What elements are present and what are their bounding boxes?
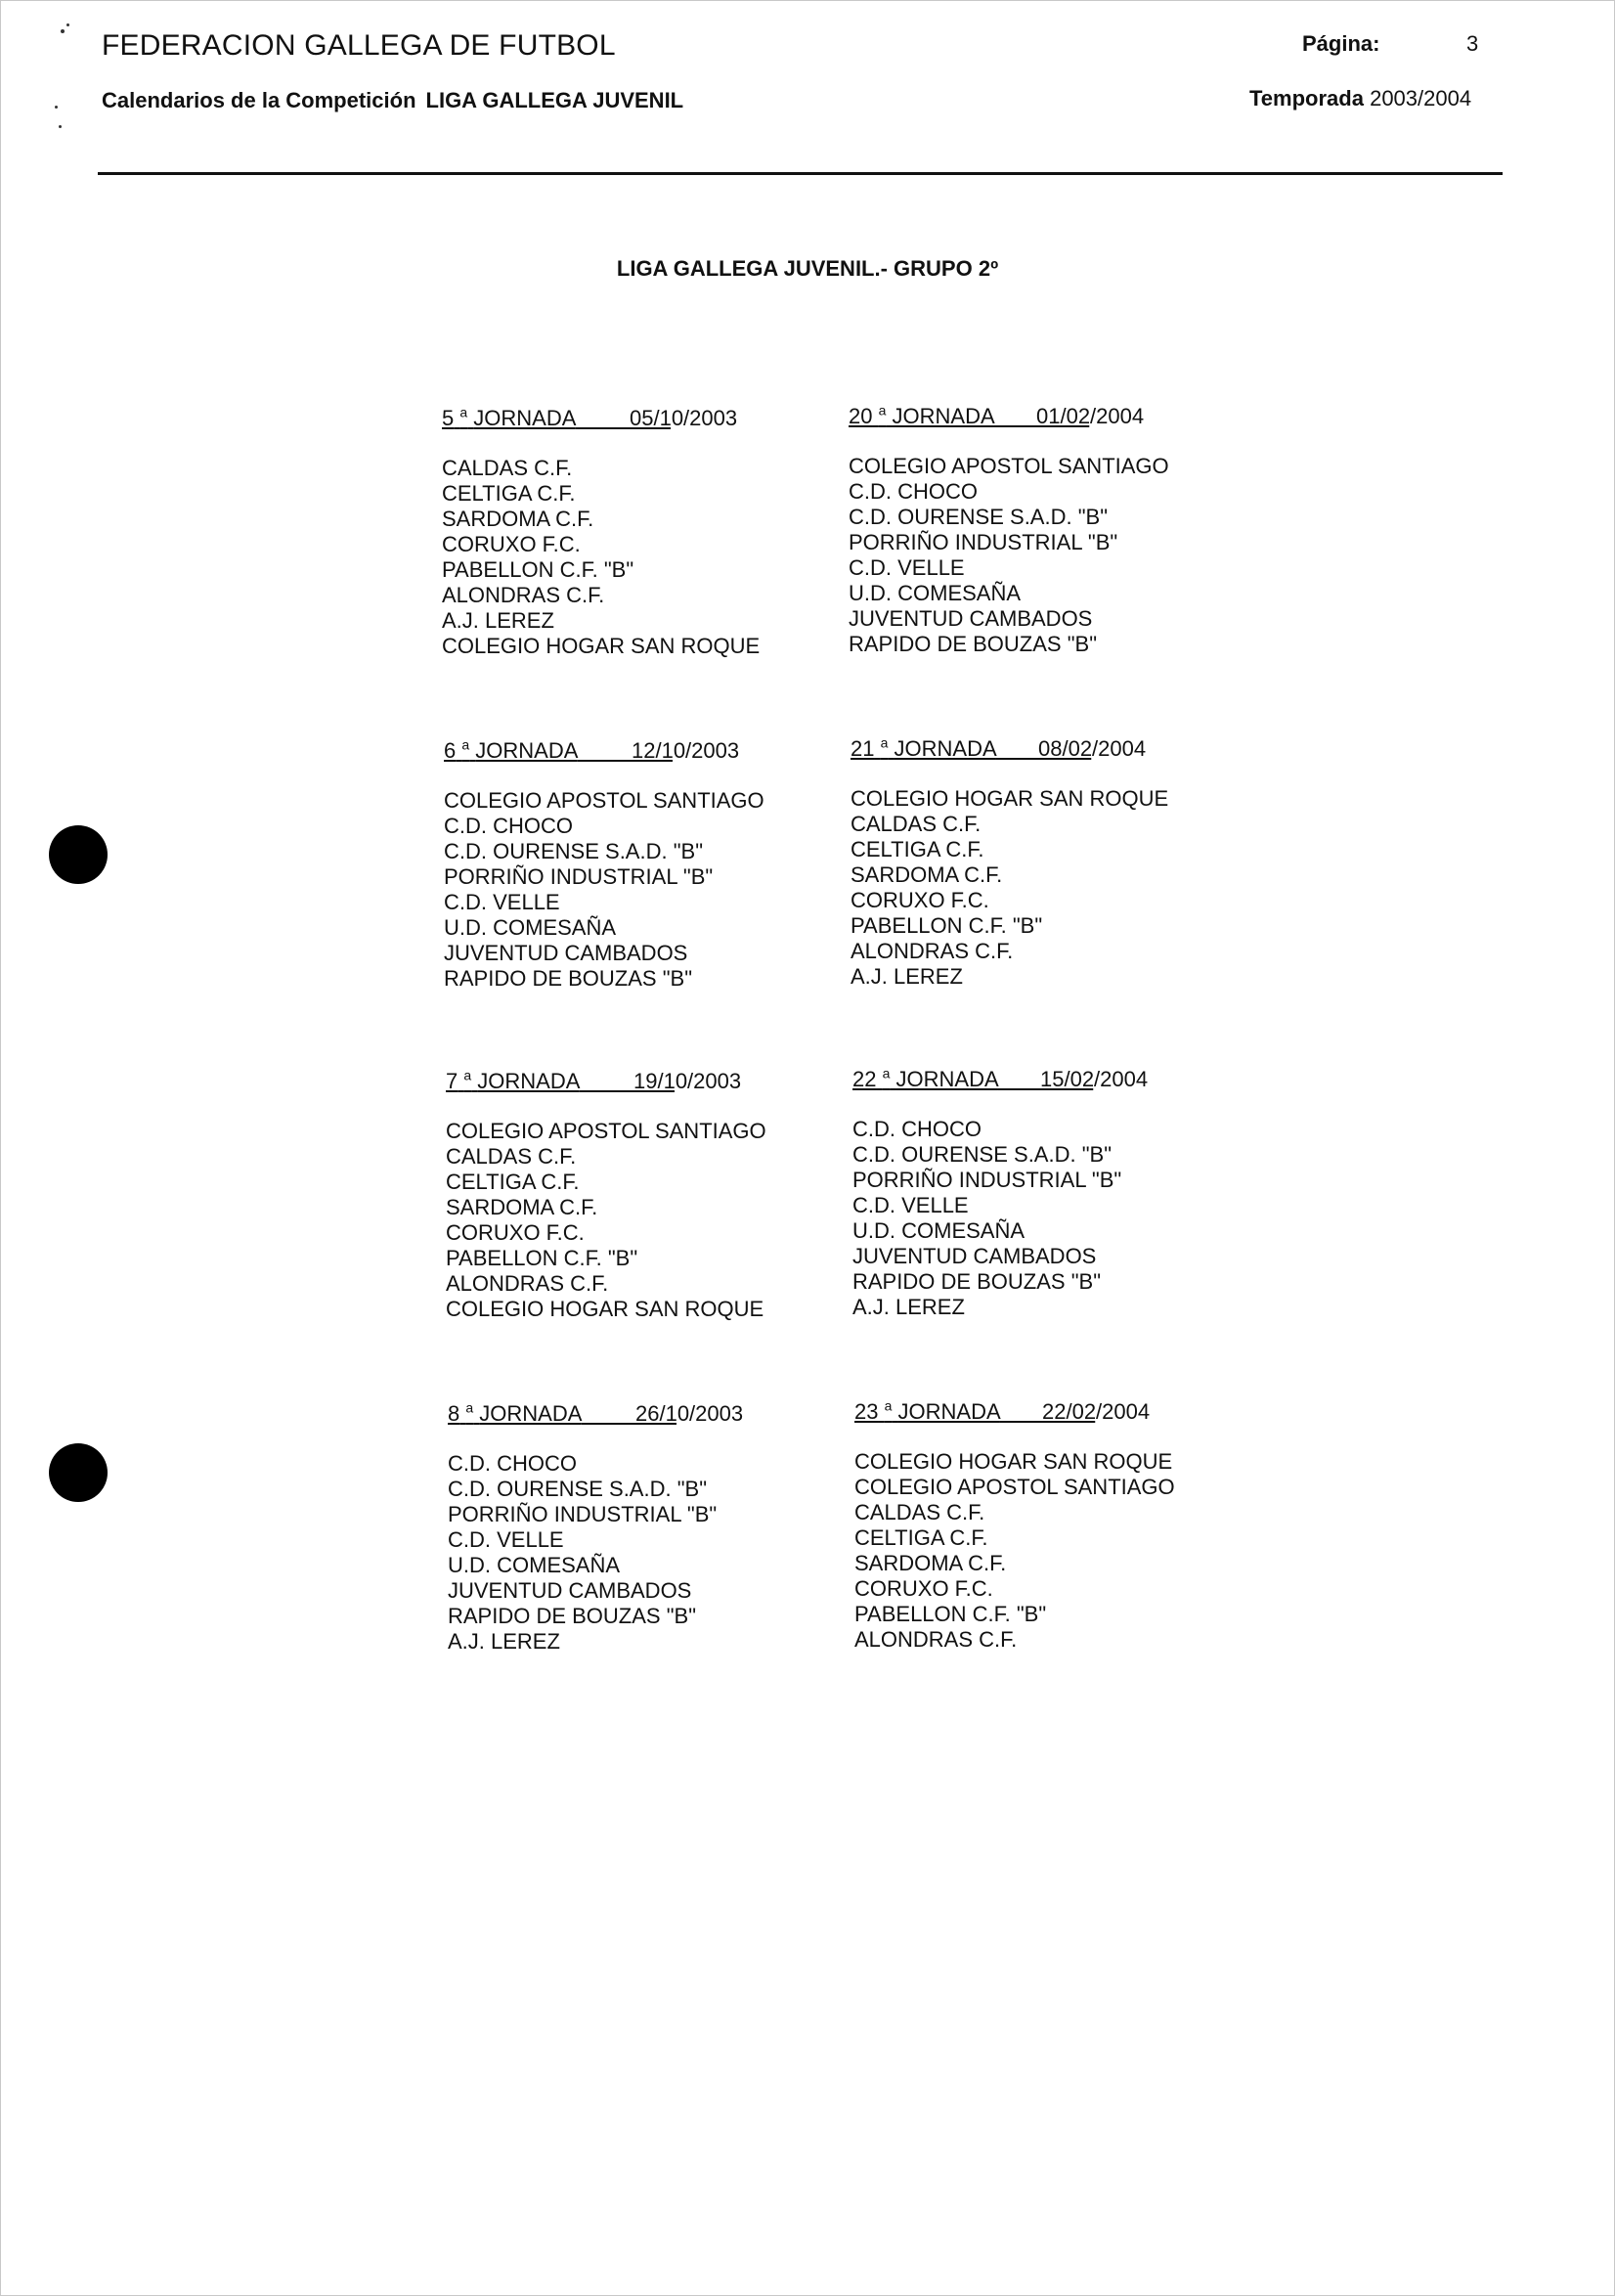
team-name: CORUXO F.C. <box>442 532 581 556</box>
jornada-date: 08/02/2004 <box>1038 736 1147 761</box>
team-name: PABELLON C.F. "B" <box>854 1602 1047 1626</box>
punch-hole <box>49 1443 108 1502</box>
team-list <box>849 454 1200 657</box>
season <box>1249 86 1471 111</box>
season-label: Temporada <box>1249 86 1364 110</box>
team-name: C.D. VELLE <box>448 1527 564 1552</box>
jornada-date: 05/10/2003 <box>630 406 738 430</box>
jornada-number: 20 <box>849 404 873 428</box>
jornada-label: JORNADA <box>897 1399 1000 1424</box>
ordinal-mark: a <box>884 1397 893 1414</box>
jornada-date: 15/02/2004 <box>1040 1067 1149 1091</box>
team-name: PABELLON C.F. "B" <box>851 913 1043 938</box>
jornada-label: JORNADA <box>479 1401 582 1426</box>
team-name: RAPIDO DE BOUZAS "B" <box>444 966 692 991</box>
team-name: U.D. COMESAÑA <box>444 915 617 940</box>
jornada-label: JORNADA <box>475 738 578 763</box>
team-name: U.D. COMESAÑA <box>849 581 1022 605</box>
jornada-heading <box>444 737 796 765</box>
header-divider <box>98 172 1503 175</box>
ordinal-mark: a <box>461 736 470 753</box>
team-name: C.D. OURENSE S.A.D. "B" <box>852 1142 1112 1167</box>
jornada-date: 22/02/2004 <box>1042 1399 1151 1424</box>
punch-hole <box>49 825 108 884</box>
ordinal-mark: a <box>459 404 468 420</box>
jornada-heading <box>442 405 794 432</box>
team-name: C.D. VELLE <box>849 555 965 580</box>
team-name: CORUXO F.C. <box>851 888 989 912</box>
team-name: COLEGIO HOGAR SAN ROQUE <box>442 634 761 658</box>
jornada-block <box>448 1400 800 1655</box>
scan-speck <box>59 125 62 128</box>
jornada-number: 22 <box>852 1067 877 1091</box>
team-name: ALONDRAS C.F. <box>442 583 605 607</box>
team-name: COLEGIO APOSTOL SANTIAGO <box>446 1119 766 1143</box>
team-name: COLEGIO HOGAR SAN ROQUE <box>446 1297 764 1321</box>
jornada-date: 19/10/2003 <box>633 1069 742 1093</box>
subtitle-label: Calendarios de la Competición <box>102 88 416 112</box>
group-title: LIGA GALLEGA JUVENIL.- GRUPO 2º <box>616 256 999 281</box>
team-name: C.D. VELLE <box>444 890 560 914</box>
ordinal-mark: a <box>463 1067 472 1083</box>
team-name: COLEGIO APOSTOL SANTIAGO <box>854 1475 1175 1499</box>
jornada-number: 5 <box>442 406 455 430</box>
team-name: A.J. LEREZ <box>851 964 963 989</box>
jornada-block <box>854 1398 1206 1653</box>
team-name: A.J. LEREZ <box>448 1629 560 1654</box>
team-name: JUVENTUD CAMBADOS <box>444 941 688 965</box>
team-name: SARDOMA C.F. <box>851 862 1003 887</box>
team-name: COLEGIO HOGAR SAN ROQUE <box>851 786 1169 811</box>
team-name: CELTIGA C.F. <box>854 1525 988 1550</box>
team-name: COLEGIO APOSTOL SANTIAGO <box>444 788 764 813</box>
jornada-date: 12/10/2003 <box>632 738 740 763</box>
jornada-label: JORNADA <box>473 406 576 430</box>
team-name: ALONDRAS C.F. <box>854 1627 1018 1652</box>
team-name: U.D. COMESAÑA <box>448 1553 621 1577</box>
jornada-block <box>442 405 794 659</box>
scan-speck <box>55 106 58 109</box>
team-name: PABELLON C.F. "B" <box>446 1246 638 1270</box>
team-name: COLEGIO APOSTOL SANTIAGO <box>849 454 1169 478</box>
ordinal-mark: a <box>880 734 889 751</box>
team-name: A.J. LEREZ <box>852 1295 965 1319</box>
team-name: SARDOMA C.F. <box>854 1551 1007 1575</box>
team-name: CALDAS C.F. <box>851 812 982 836</box>
ordinal-mark: a <box>465 1399 474 1416</box>
scan-speck <box>66 23 69 26</box>
team-list <box>448 1451 800 1655</box>
team-name: JUVENTUD CAMBADOS <box>849 606 1093 631</box>
team-name: RAPIDO DE BOUZAS "B" <box>852 1269 1101 1294</box>
team-name: PORRIÑO INDUSTRIAL "B" <box>849 530 1118 554</box>
team-name: U.D. COMESAÑA <box>852 1218 1026 1243</box>
jornada-block <box>444 737 796 992</box>
team-name: A.J. LEREZ <box>442 608 554 633</box>
jornada-date: 26/10/2003 <box>635 1401 744 1426</box>
team-list <box>854 1449 1206 1653</box>
jornada-number: 23 <box>854 1399 879 1424</box>
team-name: C.D. OURENSE S.A.D. "B" <box>444 839 703 863</box>
jornada-block <box>851 735 1202 990</box>
jornada-block <box>852 1066 1204 1320</box>
team-name: PORRIÑO INDUSTRIAL "B" <box>448 1502 718 1526</box>
jornada-number: 7 <box>446 1069 458 1093</box>
ordinal-mark: a <box>878 402 887 419</box>
federation-title: FEDERACION GALLEGA DE FUTBOL <box>102 29 616 62</box>
team-list <box>442 456 794 659</box>
jornada-number: 6 <box>444 738 457 763</box>
team-name: C.D. VELLE <box>852 1193 969 1217</box>
jornada-label: JORNADA <box>895 1067 998 1091</box>
jornada-block <box>849 403 1200 657</box>
team-name: RAPIDO DE BOUZAS "B" <box>448 1604 696 1628</box>
team-name: SARDOMA C.F. <box>446 1195 598 1219</box>
team-name: C.D. CHOCO <box>448 1451 577 1476</box>
jornada-label: JORNADA <box>894 736 996 761</box>
jornada-label: JORNADA <box>477 1069 580 1093</box>
team-name: CELTIGA C.F. <box>442 481 576 506</box>
team-list <box>444 788 796 992</box>
jornada-heading <box>851 735 1202 763</box>
team-name: JUVENTUD CAMBADOS <box>448 1578 692 1603</box>
team-name: ALONDRAS C.F. <box>851 939 1014 963</box>
scan-speck <box>61 29 65 33</box>
team-name: CALDAS C.F. <box>446 1144 577 1169</box>
page-number: 3 <box>1466 31 1479 56</box>
jornada-heading <box>854 1398 1206 1426</box>
jornada-label: JORNADA <box>892 404 994 428</box>
jornada-heading <box>852 1066 1204 1093</box>
team-list <box>446 1119 798 1322</box>
team-name: CALDAS C.F. <box>442 456 573 480</box>
team-name: CELTIGA C.F. <box>851 837 984 861</box>
jornada-heading <box>849 403 1200 430</box>
team-name: JUVENTUD CAMBADOS <box>852 1244 1097 1268</box>
team-name: RAPIDO DE BOUZAS "B" <box>849 632 1097 656</box>
team-list <box>852 1117 1204 1320</box>
team-name: C.D. OURENSE S.A.D. "B" <box>448 1477 707 1501</box>
jornada-number: 21 <box>851 736 875 761</box>
ordinal-mark: a <box>882 1065 891 1082</box>
team-name: C.D. CHOCO <box>849 479 978 504</box>
team-name: PORRIÑO INDUSTRIAL "B" <box>852 1168 1122 1192</box>
competition-subtitle <box>102 88 683 113</box>
team-name: SARDOMA C.F. <box>442 507 594 531</box>
season-value: 2003/2004 <box>1370 86 1472 110</box>
jornada-heading <box>448 1400 800 1428</box>
jornada-date: 01/02/2004 <box>1036 404 1145 428</box>
team-name: C.D. OURENSE S.A.D. "B" <box>849 505 1108 529</box>
team-name: C.D. CHOCO <box>852 1117 982 1141</box>
team-name: PORRIÑO INDUSTRIAL "B" <box>444 864 714 889</box>
team-name: CALDAS C.F. <box>854 1500 985 1524</box>
page-label: Página: <box>1302 31 1380 56</box>
team-name: C.D. CHOCO <box>444 814 573 838</box>
team-name: CORUXO F.C. <box>446 1220 585 1245</box>
jornada-block <box>446 1068 798 1322</box>
jornada-number: 8 <box>448 1401 460 1426</box>
competition-name: LIGA GALLEGA JUVENIL <box>425 88 684 112</box>
team-name: COLEGIO HOGAR SAN ROQUE <box>854 1449 1173 1474</box>
team-name: CELTIGA C.F. <box>446 1170 580 1194</box>
jornada-heading <box>446 1068 798 1095</box>
team-name: CORUXO F.C. <box>854 1576 993 1601</box>
team-name: ALONDRAS C.F. <box>446 1271 609 1296</box>
team-list <box>851 786 1202 990</box>
team-name: PABELLON C.F. "B" <box>442 557 634 582</box>
